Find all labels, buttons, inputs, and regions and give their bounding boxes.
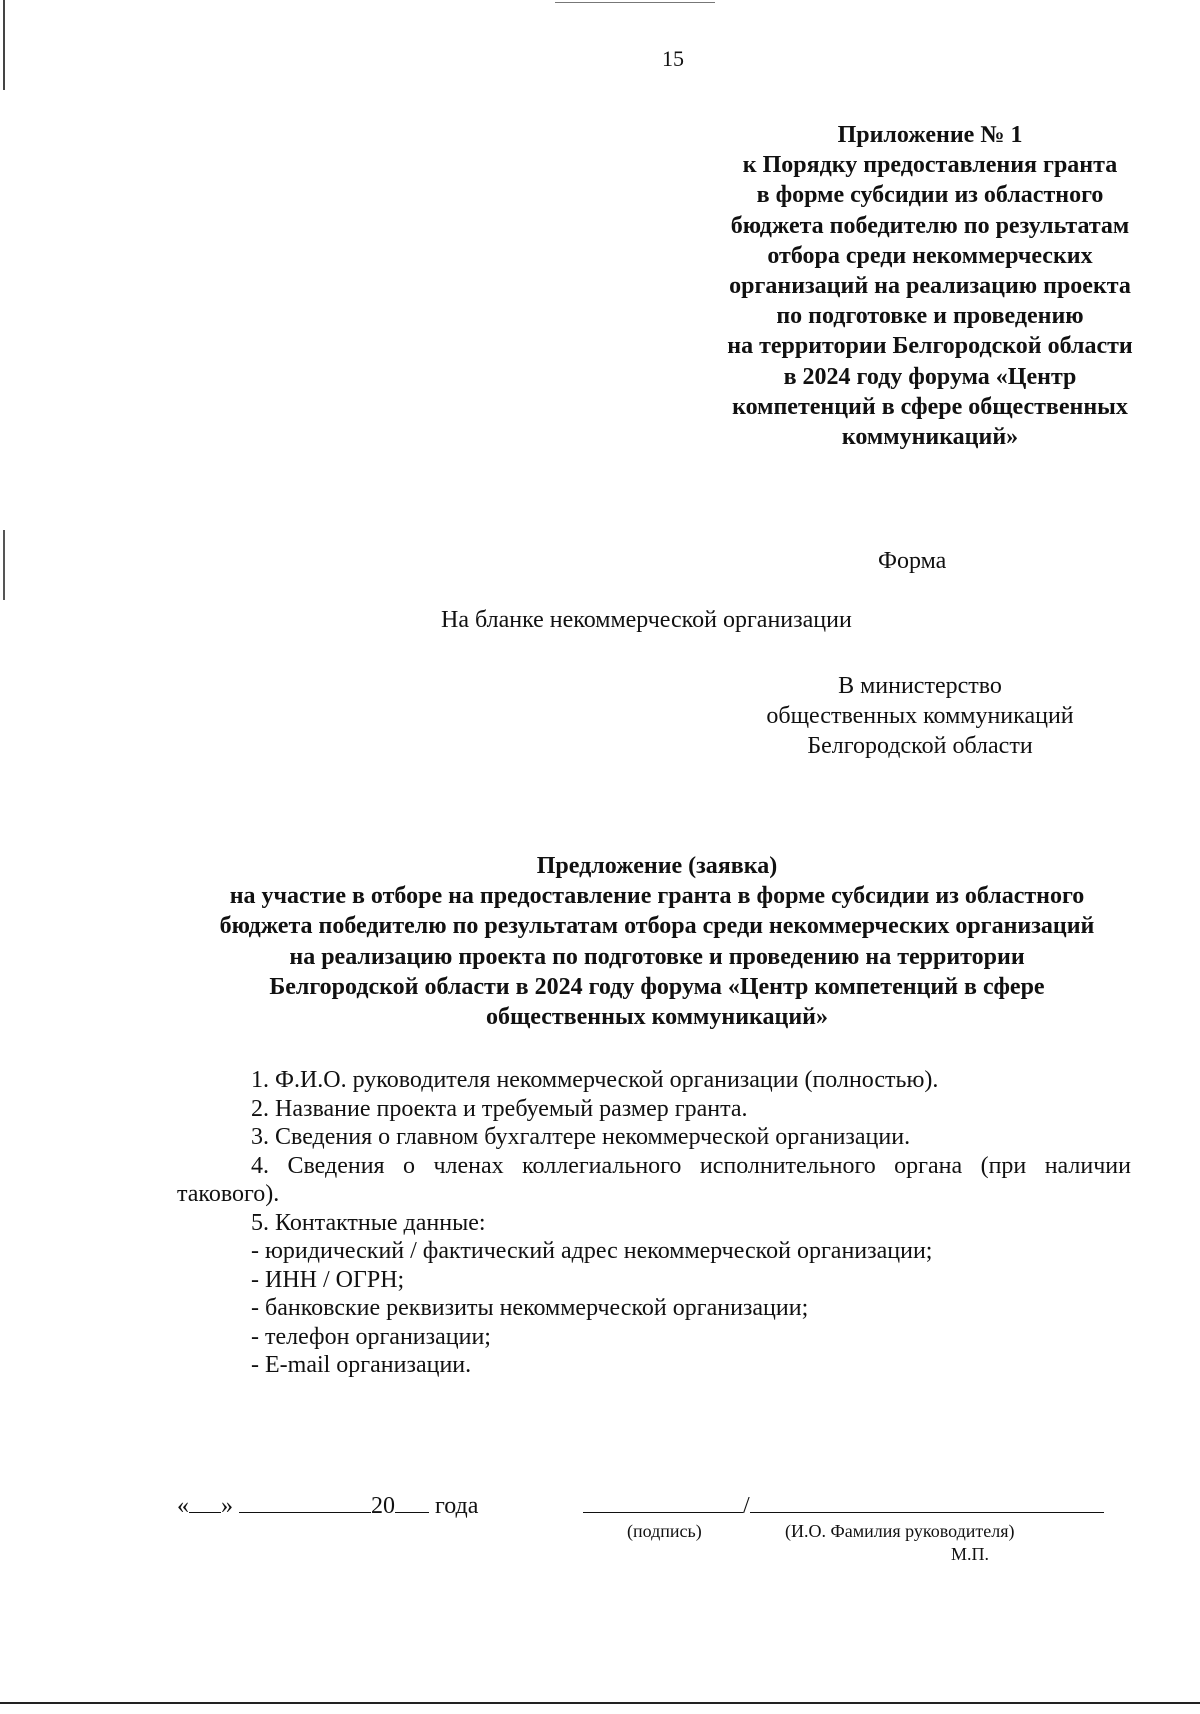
appendix-line: бюджета победителю по результатам — [730, 212, 1130, 239]
appendix-line: организаций на реализацию проекта — [729, 273, 1131, 300]
day-blank — [189, 1490, 221, 1513]
proposal-line: на участие в отборе на предоставление гранта в форме субсидии из областного — [229, 883, 1085, 910]
appendix-line: в форме субсидии из областного — [756, 182, 1104, 209]
date-close-quote: » — [221, 1493, 233, 1519]
list-item: 2. Название проекта и требуемый размер гранта. — [251, 1095, 748, 1122]
proposal-title: Предложение (заявка) — [536, 853, 778, 879]
appendix-line: коммуникаций» — [841, 424, 1019, 451]
signature-caption: (подпись) — [627, 1521, 702, 1541]
requirements-list — [177, 1066, 1131, 1380]
addressee-block — [700, 671, 1140, 761]
date-open-quote: « — [177, 1493, 189, 1519]
month-blank — [239, 1490, 371, 1513]
letterhead-note: На бланке некоммерческой организации — [441, 607, 852, 633]
year-suffix: года — [435, 1493, 479, 1519]
signature-field — [583, 1490, 1104, 1520]
appendix-line: отбора среди некоммерческих — [767, 242, 1093, 269]
year-blank — [395, 1490, 429, 1513]
addressee-line: Белгородской области — [807, 733, 1033, 759]
signature-separator: / — [743, 1493, 750, 1519]
list-item: - юридический / фактический адрес некоммерческой организации; — [251, 1238, 933, 1264]
list-item: - E-mail организации. — [251, 1352, 472, 1378]
signature-blank — [583, 1490, 743, 1513]
proposal-line: бюджета победителю по результатам отбора среди некоммерческих организаций — [219, 913, 1095, 940]
list-item: 5. Контактные данные: — [251, 1209, 486, 1236]
list-item: - ИНН / ОГРН; — [251, 1266, 405, 1293]
addressee-line: общественных коммуникаций — [766, 703, 1074, 729]
list-item: - банковские реквизиты некоммерческой организации; — [251, 1295, 809, 1321]
addressee-line: В министерство — [838, 673, 1002, 699]
appendix-line: компетенций в сфере общественных — [732, 393, 1128, 420]
name-blank — [750, 1490, 1104, 1513]
list-item: 3. Сведения о главном бухгалтере некоммерческой организации. — [251, 1124, 911, 1150]
stamp-label: М.П. — [951, 1544, 990, 1564]
page-number: 15 — [662, 46, 684, 71]
appendix-title: Приложение № 1 — [837, 122, 1023, 148]
appendix-line: к Порядку предоставления гранта — [742, 152, 1118, 179]
proposal-line: на реализацию проекта по подготовке и проведению на территории — [289, 943, 1025, 970]
appendix-header — [670, 120, 1190, 452]
proposal-heading — [170, 851, 1144, 1032]
list-item: 4. Сведения о членах коллегиального исполнительного органа (при наличии такового). — [177, 1152, 1131, 1207]
appendix-line: на территории Белгородской области — [727, 333, 1133, 360]
scan-bottom-line — [0, 1702, 1200, 1704]
date-field — [177, 1490, 478, 1520]
appendix-line: по подготовке и проведению — [776, 303, 1084, 330]
scan-top-line — [555, 2, 715, 3]
name-caption: (И.О. Фамилия руководителя) — [785, 1521, 1015, 1541]
proposal-line: общественных коммуникаций» — [485, 1004, 828, 1031]
scan-edge-mark — [3, 0, 5, 90]
list-item: 1. Ф.И.О. руководителя некоммерческой организации (полностью). — [251, 1067, 939, 1093]
form-label: Форма — [878, 548, 947, 574]
proposal-line: Белгородской области в 2024 году форума «Центр компетенций в сфере — [269, 973, 1045, 1000]
scan-edge-mark — [3, 530, 5, 600]
appendix-line: в 2024 году форума «Центр — [783, 363, 1077, 390]
year-prefix: 20 — [371, 1493, 395, 1519]
list-item: - телефон организации; — [251, 1323, 491, 1350]
